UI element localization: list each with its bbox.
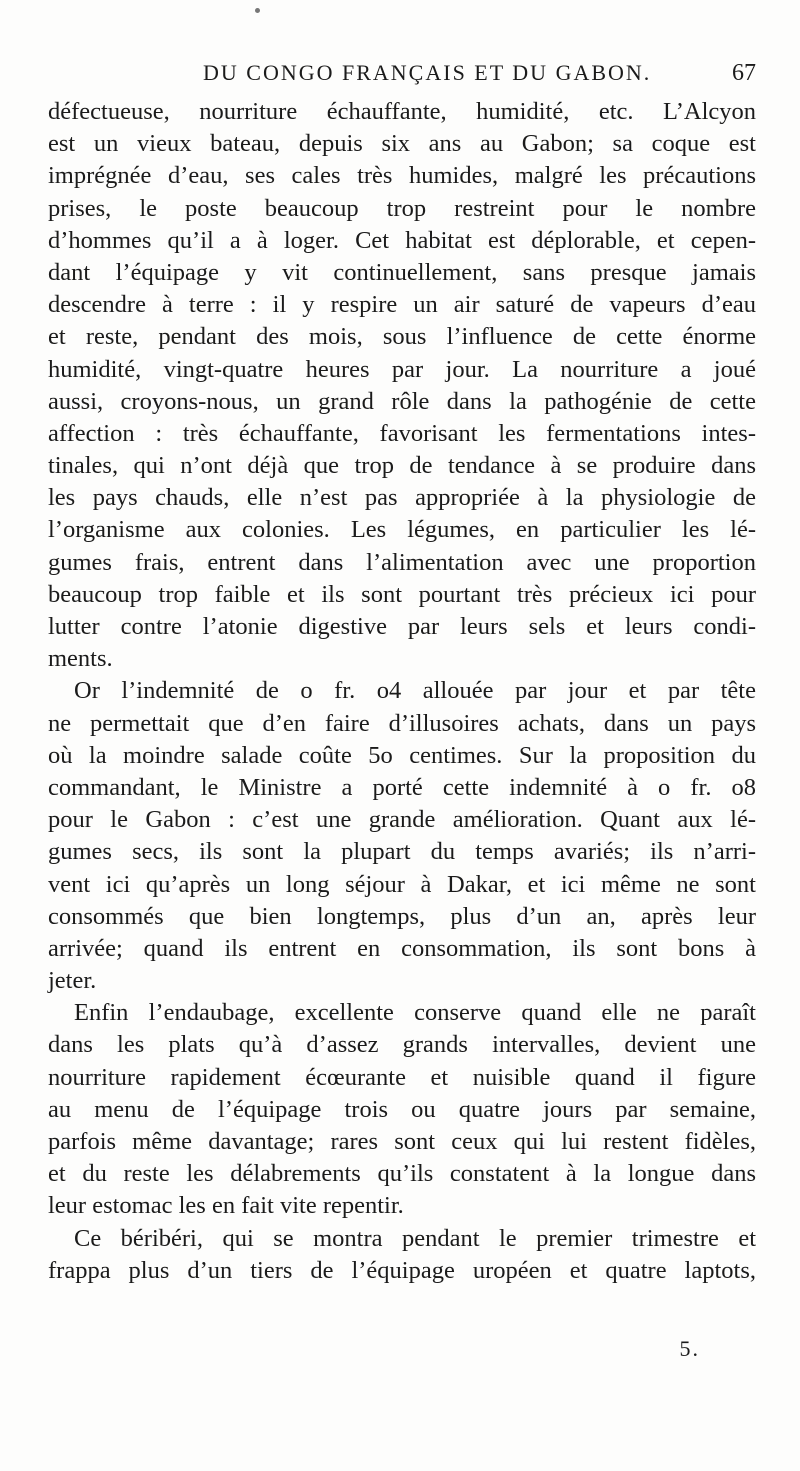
text-line: ne permettait que d’en faire d’illusoires achats, dans un pays <box>48 709 756 737</box>
body-text <box>48 96 756 1287</box>
text-line: Ce béribéri, qui se montra pendant le premier trimestre et <box>74 1224 756 1252</box>
printing-speck <box>255 8 260 13</box>
text-line: où la moindre salade coûte 5o centimes. Sur la proposition du <box>48 741 756 769</box>
page-number: 67 <box>732 60 756 86</box>
paragraph <box>48 675 756 997</box>
text-line: pour le Gabon : c’est une grande amélioration. Quant aux lé- <box>48 806 756 834</box>
text-line: au menu de l’équipage trois ou quatre jours par semaine, <box>48 1095 756 1123</box>
text-line: consommés que bien longtemps, plus d’un an, après leur <box>48 902 756 930</box>
text-line: parfois même davantage; rares sont ceux qui lui restent fidèles, <box>48 1128 756 1155</box>
running-head <box>48 60 756 92</box>
text-line: lutter contre l’atonie digestive par leurs sels et leurs condi- <box>48 613 756 640</box>
text-line: aussi, croyons-nous, un grand rôle dans la pathogénie de cette <box>48 387 756 415</box>
text-line: Enfin l’endaubage, excellente conserve quand elle ne paraît <box>74 999 756 1027</box>
text-line: est un vieux bateau, depuis six ans au Gabon; sa coque est <box>48 130 756 158</box>
text-line: descendre à terre : il y respire un air saturé de vapeurs d’eau <box>48 291 756 319</box>
text-line: dant l’équipage y vit continuellement, sans presque jamais <box>48 258 756 286</box>
running-title: DU CONGO FRANÇAIS ET DU GABON. <box>203 60 652 85</box>
text-line: d’hommes qu’il a à loger. Cet habitat est déplorable, et cepen- <box>48 226 756 254</box>
text-line: défectueuse, nourriture échauffante, humidité, etc. L’Alcyon <box>48 98 756 125</box>
text-line: leur estomac les en fait vite repentir. <box>48 1192 404 1220</box>
text-line: et reste, pendant des mois, sous l’influence de cette énorme <box>48 323 756 351</box>
text-line: dans les plats qu’à d’assez grands intervalles, devient une <box>48 1031 756 1059</box>
text-line: Or l’indemnité de o fr. o4 allouée par jour et par tête <box>74 677 756 705</box>
text-line: vent ici qu’après un long séjour à Dakar, et ici même ne sont <box>48 870 756 898</box>
text-line: arrivée; quand ils entrent en consommation, ils sont bons à <box>48 934 756 962</box>
text-line: commandant, le Ministre a porté cette indemnité à o fr. o8 <box>48 773 756 801</box>
text-line: l’organisme aux colonies. Les légumes, en particulier les lé- <box>48 516 756 544</box>
paragraph <box>48 96 756 675</box>
text-line: et du reste les délabrements qu’ils constatent à la longue dans <box>48 1160 756 1188</box>
text-line: nourriture rapidement écœurante et nuisible quand il figure <box>48 1063 756 1091</box>
text-line: gumes frais, entrent dans l’alimentation avec une proportion <box>48 548 756 576</box>
paragraph <box>48 997 756 1222</box>
text-line: prises, le poste beaucoup trop restreint pour le nombre <box>48 194 756 222</box>
text-line: tinales, qui n’ont déjà que trop de tendance à se produire dans <box>48 452 756 480</box>
text-line: les pays chauds, elle n’est pas appropriée à la physiologie de <box>48 484 756 512</box>
text-line: gumes secs, ils sont la plupart du temps avariés; ils n’arri- <box>48 838 756 866</box>
text-line: imprégnée d’eau, ses cales très humides, malgré les précautions <box>48 162 756 190</box>
text-line: humidité, vingt-quatre heures par jour. La nourriture a joué <box>48 355 756 383</box>
text-line: affection : très échauffante, favorisant les fermentations intes- <box>48 419 756 447</box>
text-line: jeter. <box>48 967 97 995</box>
signature-mark: 5. <box>679 1336 700 1361</box>
text-line: beaucoup trop faible et ils sont pourtant très précieux ici pour <box>48 580 756 608</box>
paragraph <box>48 1223 756 1287</box>
text-line: frappa plus d’un tiers de l’équipage uropéen et quatre laptots, <box>48 1256 756 1284</box>
text-line: ments. <box>48 645 113 673</box>
